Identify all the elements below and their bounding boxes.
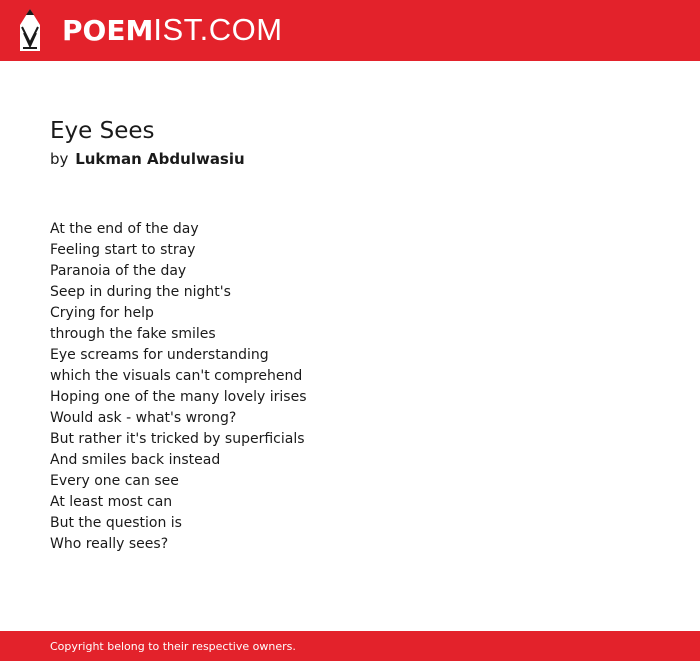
poem-line: And smiles back instead xyxy=(50,452,221,468)
poem-line: But rather it's tricked by superficials xyxy=(50,431,305,447)
poem-line: Every one can see xyxy=(50,473,179,489)
poem-line: Seep in during the night's xyxy=(50,284,231,300)
poem-line: Who really sees? xyxy=(50,536,169,552)
site-footer xyxy=(0,631,700,661)
poem-line: At least most can xyxy=(50,494,173,510)
poem-title: Eye Sees xyxy=(50,118,155,144)
pencil-logo-icon[interactable] xyxy=(16,9,44,51)
poem-line: Would ask - what's wrong? xyxy=(50,410,237,426)
poem-line: Feeling start to stray xyxy=(50,242,196,258)
poem-line: Eye screams for understanding xyxy=(50,347,269,363)
poem-line: through the fake smiles xyxy=(50,326,216,342)
poem-line: which the visuals can't comprehend xyxy=(50,368,303,384)
poem-line: Crying for help xyxy=(50,305,154,321)
brand-light-text: IST.COM xyxy=(153,12,283,47)
site-header xyxy=(0,0,700,61)
poem-body xyxy=(50,219,650,555)
poem-line: At the end of the day xyxy=(50,221,199,237)
poem-line: But the question is xyxy=(50,515,182,531)
poem-author: Lukman Abdulwasiu xyxy=(75,150,245,168)
poem-byline xyxy=(50,149,650,169)
by-label: by xyxy=(50,150,69,168)
site-brand[interactable] xyxy=(62,13,283,48)
copyright-notice: Copyright belong to their respective owners. xyxy=(50,640,296,653)
poem-line: Paranoia of the day xyxy=(50,263,187,279)
brand-bold-text: POEM xyxy=(62,14,154,47)
poem-line: Hoping one of the many lovely irises xyxy=(50,389,307,405)
poem-header xyxy=(50,115,650,169)
